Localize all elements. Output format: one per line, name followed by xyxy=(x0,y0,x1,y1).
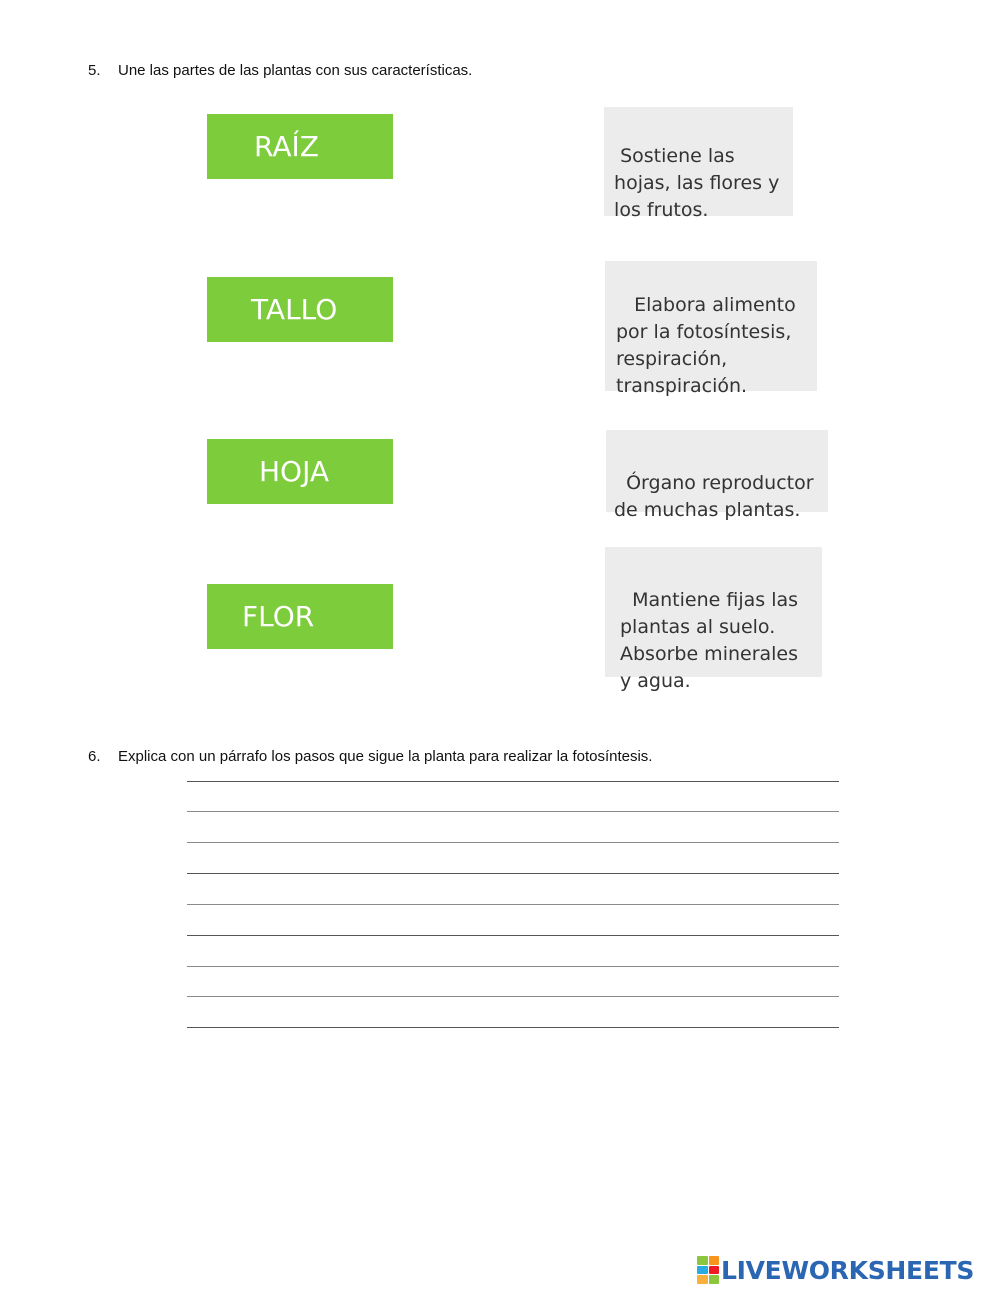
brand-name: LIVEWORKSHEETS xyxy=(721,1255,975,1285)
question-6 xyxy=(88,748,652,766)
answer-line-3[interactable] xyxy=(187,842,839,843)
part-label-hoja: HOJA xyxy=(259,455,330,488)
part-box-tallo[interactable] xyxy=(207,277,393,342)
logo-tile-6 xyxy=(709,1275,720,1284)
answer-line-2[interactable] xyxy=(187,811,839,812)
part-box-raiz[interactable] xyxy=(207,114,393,179)
description-text-4: Mantiene fijas las plantas al suelo. Absorbe minerales y agua. xyxy=(620,589,799,692)
part-box-flor[interactable] xyxy=(207,584,393,649)
description-box-4[interactable] xyxy=(605,547,822,692)
question-6-text: Explica con un párrafo los pasos que sigue la planta para realizar la fotosíntesis. xyxy=(118,748,653,765)
description-box-1[interactable] xyxy=(604,107,793,221)
part-label-tallo: TALLO xyxy=(251,293,338,326)
logo-tile-1 xyxy=(697,1256,708,1265)
answer-line-7[interactable] xyxy=(187,966,839,967)
description-box-3[interactable] xyxy=(606,430,828,521)
question-6-number: 6. xyxy=(88,748,101,765)
description-text-3: Órgano reproductor de muchas plantas. xyxy=(614,472,814,521)
question-5-text: Une las partes de las plantas con sus características. xyxy=(118,62,473,79)
logo-tile-2 xyxy=(709,1256,720,1265)
answer-line-6[interactable] xyxy=(187,935,839,936)
logo-tile-5 xyxy=(697,1275,708,1284)
part-label-raiz: RAÍZ xyxy=(254,130,319,163)
answer-line-9[interactable] xyxy=(187,1027,839,1028)
description-text-1: Sostiene las hojas, las flores y los frutos. xyxy=(614,145,780,221)
logo-tile-3 xyxy=(697,1266,708,1275)
description-box-2[interactable] xyxy=(605,261,817,397)
answer-line-1[interactable] xyxy=(187,781,839,782)
liveworksheets-logo-icon xyxy=(697,1256,719,1284)
description-text-2: Elabora alimento por la fotosíntesis, respiración, transpiración. xyxy=(616,294,796,397)
part-label-flor: FLOR xyxy=(242,600,315,633)
liveworksheets-brand xyxy=(697,1255,974,1285)
answer-line-4[interactable] xyxy=(187,873,839,874)
logo-tile-4 xyxy=(709,1266,720,1275)
part-box-hoja[interactable] xyxy=(207,439,393,504)
question-5 xyxy=(88,62,472,80)
answer-line-5[interactable] xyxy=(187,904,839,905)
answer-line-8[interactable] xyxy=(187,996,839,997)
question-5-number: 5. xyxy=(88,62,101,79)
